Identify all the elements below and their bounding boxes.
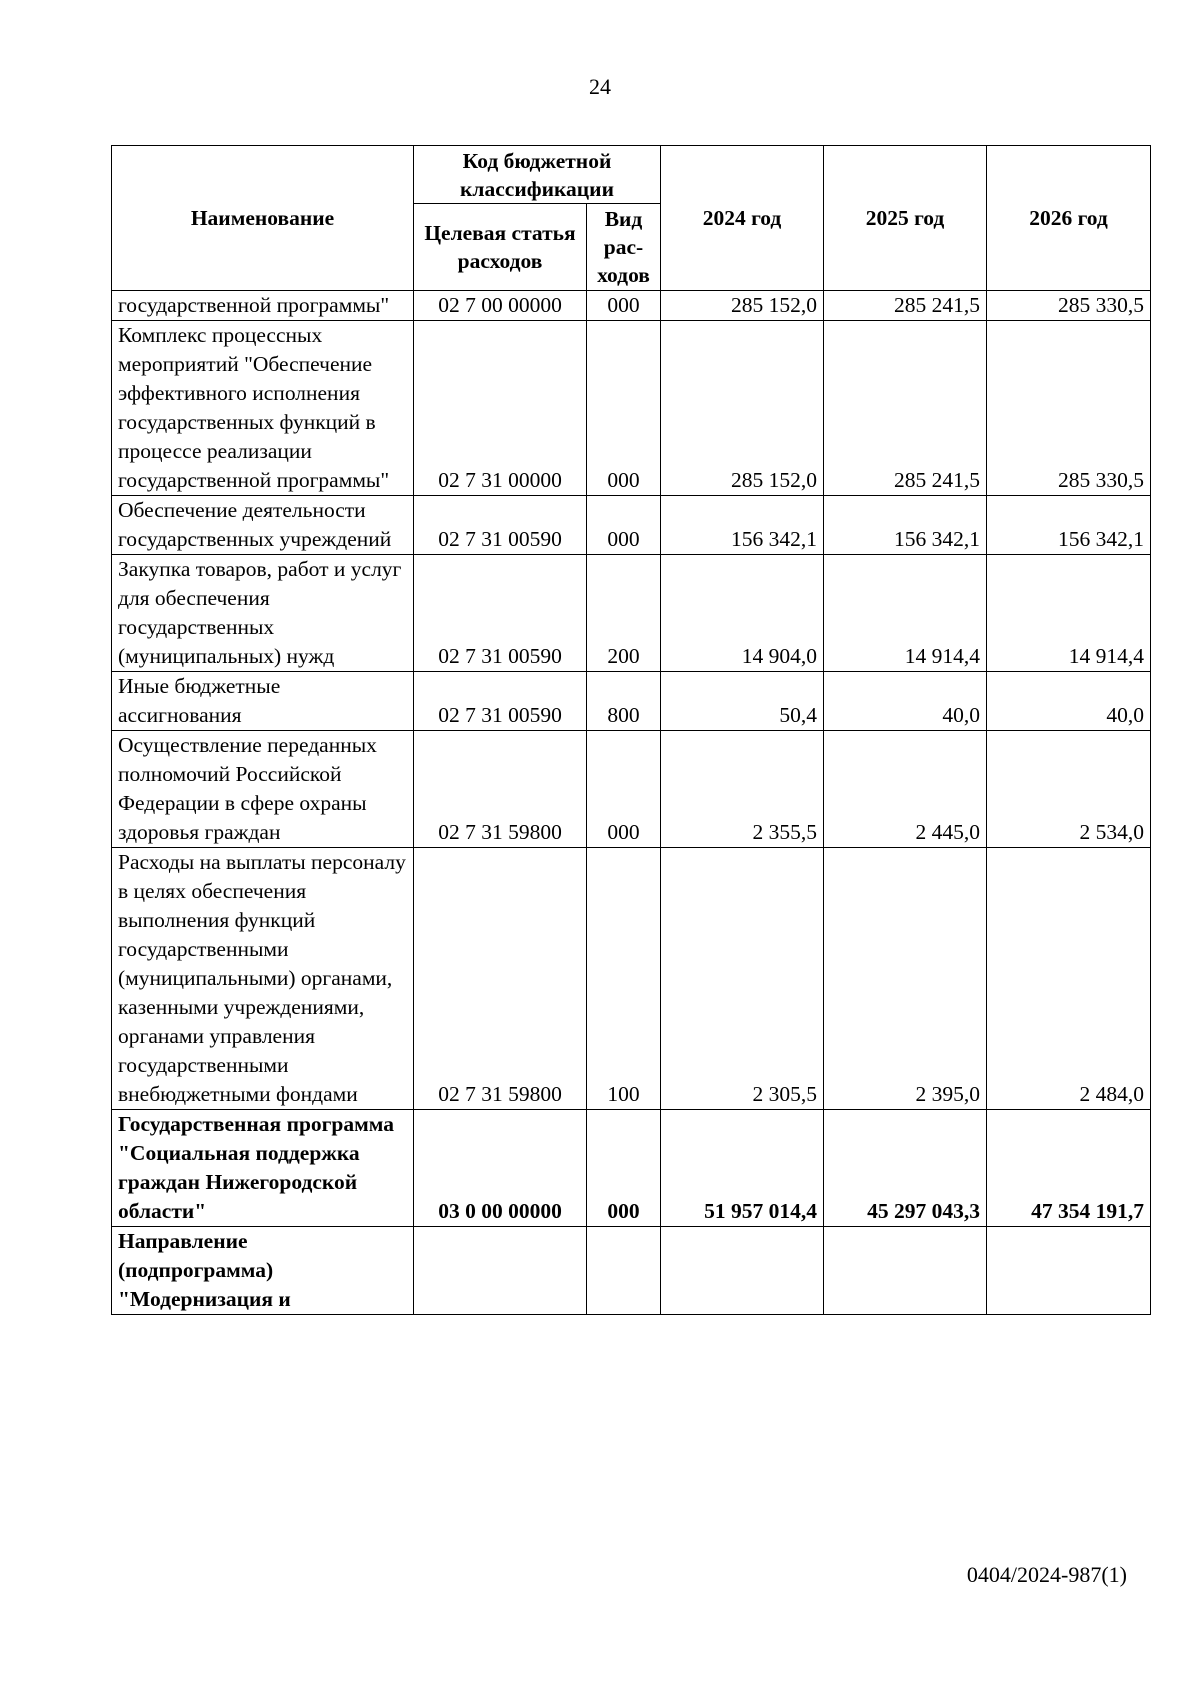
row-code — [414, 1227, 587, 1315]
row-2024: 51 957 014,4 — [661, 1110, 824, 1227]
table-row — [112, 496, 1151, 555]
row-2025: 40,0 — [824, 672, 987, 731]
row-type: 000 — [587, 1110, 661, 1227]
row-2026: 156 342,1 — [987, 496, 1151, 555]
row-type: 000 — [587, 496, 661, 555]
header-kbk: Код бюджетной классификации — [414, 146, 661, 204]
row-2025: 156 342,1 — [824, 496, 987, 555]
row-2025: 14 914,4 — [824, 555, 987, 672]
row-2026: 2 484,0 — [987, 848, 1151, 1110]
table-row — [112, 1227, 1151, 1315]
header-2026: 2026 год — [987, 146, 1151, 291]
header-2025: 2025 год — [824, 146, 987, 291]
row-type: 100 — [587, 848, 661, 1110]
row-2026: 40,0 — [987, 672, 1151, 731]
row-name: Направление (подпрограмма) "Модернизация и — [112, 1227, 414, 1315]
table-row — [112, 672, 1151, 731]
row-2025: 45 297 043,3 — [824, 1110, 987, 1227]
row-code: 02 7 31 00590 — [414, 555, 587, 672]
row-2024: 2 305,5 — [661, 848, 824, 1110]
header-type: Вид рас-ходов — [587, 204, 661, 291]
row-2025 — [824, 1227, 987, 1315]
row-2025: 2 445,0 — [824, 731, 987, 848]
row-code: 02 7 31 00590 — [414, 496, 587, 555]
row-2026: 2 534,0 — [987, 731, 1151, 848]
table-row — [112, 1110, 1151, 1227]
header-name: Наименование — [112, 146, 414, 291]
row-2026: 285 330,5 — [987, 321, 1151, 496]
row-name: Комплекс процессных мероприятий "Обеспечение эффективного исполнения государственных функций в процессе реализации государственной программы" — [112, 321, 414, 496]
row-name: Закупка товаров, работ и услуг для обеспечения государственных (муниципальных) нужд — [112, 555, 414, 672]
row-type: 800 — [587, 672, 661, 731]
header-row-1 — [112, 146, 1151, 204]
row-2026 — [987, 1227, 1151, 1315]
header-target: Целевая статья расходов — [414, 204, 587, 291]
row-2024: 2 355,5 — [661, 731, 824, 848]
row-code: 02 7 31 00000 — [414, 321, 587, 496]
row-type: 000 — [587, 731, 661, 848]
row-name: Государственная программа "Социальная поддержка граждан Нижегородской области" — [112, 1110, 414, 1227]
row-name: Иные бюджетные ассигнования — [112, 672, 414, 731]
row-name: Расходы на выплаты персоналу в целях обеспечения выполнения функций государственными (муниципальными) органами, казенными учреждениями, органами управления государственными внебюджетными фондами — [112, 848, 414, 1110]
table-row — [112, 321, 1151, 496]
document-code: 0404/2024-987(1) — [966, 1562, 1127, 1587]
row-type: 000 — [587, 291, 661, 321]
row-2025: 285 241,5 — [824, 321, 987, 496]
page-number: 24 — [589, 74, 611, 99]
row-code: 02 7 31 59800 — [414, 848, 587, 1110]
row-2026: 47 354 191,7 — [987, 1110, 1151, 1227]
row-2024: 50,4 — [661, 672, 824, 731]
row-2024: 285 152,0 — [661, 321, 824, 496]
row-2026: 14 914,4 — [987, 555, 1151, 672]
row-2025: 2 395,0 — [824, 848, 987, 1110]
row-code: 03 0 00 00000 — [414, 1110, 587, 1227]
row-name: Осуществление переданных полномочий Российской Федерации в сфере охраны здоровья граждан — [112, 731, 414, 848]
row-type: 000 — [587, 321, 661, 496]
row-2024: 156 342,1 — [661, 496, 824, 555]
row-code: 02 7 31 00590 — [414, 672, 587, 731]
row-2024: 14 904,0 — [661, 555, 824, 672]
row-2025: 285 241,5 — [824, 291, 987, 321]
table-row — [112, 555, 1151, 672]
row-name: государственной программы" — [112, 291, 414, 321]
budget-table — [111, 145, 1151, 1315]
table-row — [112, 848, 1151, 1110]
row-type — [587, 1227, 661, 1315]
row-code: 02 7 31 59800 — [414, 731, 587, 848]
table-row — [112, 731, 1151, 848]
row-2024: 285 152,0 — [661, 291, 824, 321]
row-type: 200 — [587, 555, 661, 672]
row-name: Обеспечение деятельности государственных учреждений — [112, 496, 414, 555]
row-code: 02 7 00 00000 — [414, 291, 587, 321]
row-2026: 285 330,5 — [987, 291, 1151, 321]
row-2024 — [661, 1227, 824, 1315]
table-row — [112, 291, 1151, 321]
header-2024: 2024 год — [661, 146, 824, 291]
